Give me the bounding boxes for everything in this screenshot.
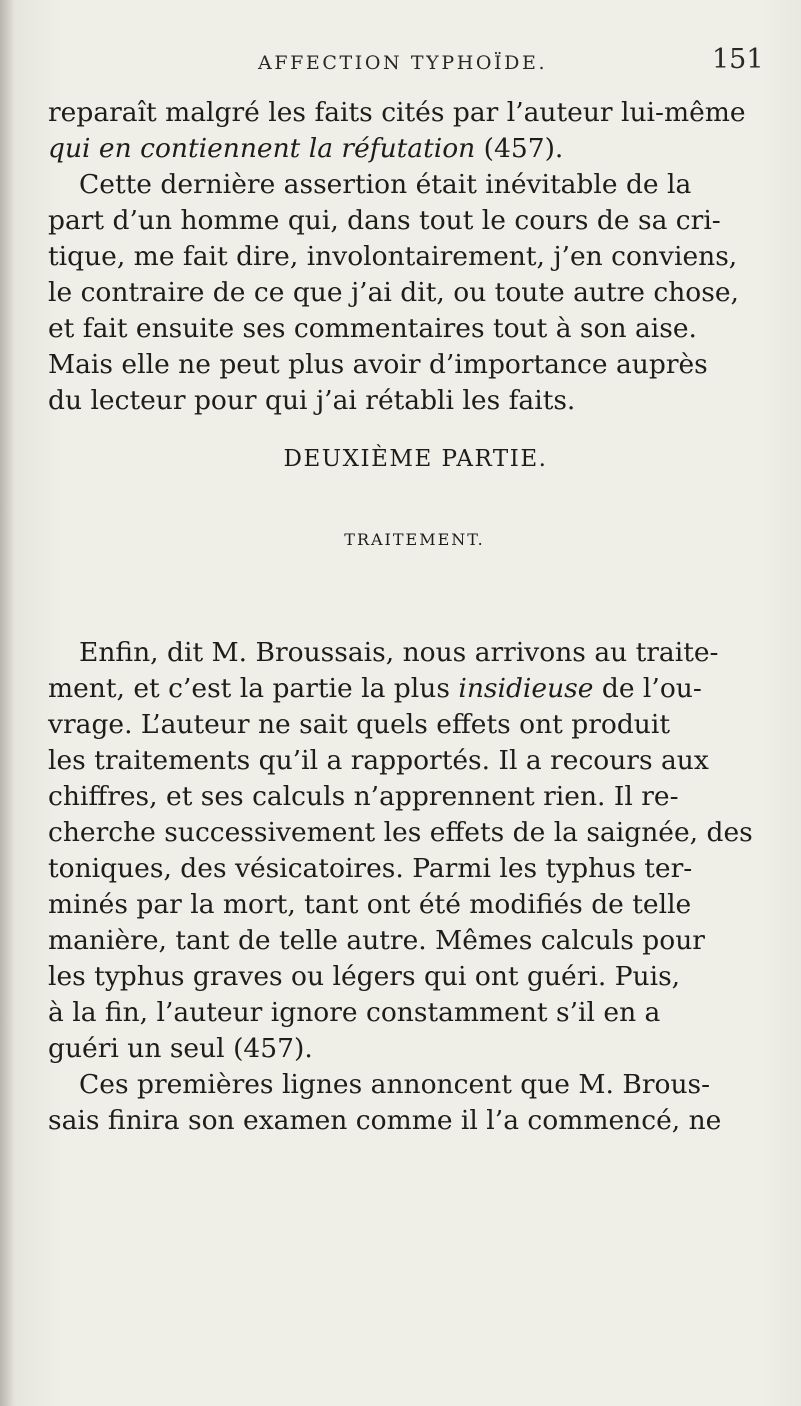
text-line: Mais elle ne peut plus avoir d’importance auprès	[48, 349, 708, 380]
text-line: cherche successivement les effets de la saignée, des	[48, 817, 753, 848]
text-line: minés par la mort, tant ont été modifiés de telle	[48, 889, 692, 920]
text-line: et fait ensuite ses commentaires tout à son aise.	[48, 313, 697, 344]
text-fragment: ment, et c’est la partie la plus	[48, 673, 459, 704]
text-line: part d’un homme qui, dans tout le cours de sa cri-	[48, 205, 721, 236]
text-line: manière, tant de telle autre. Mêmes calculs pour	[48, 925, 705, 956]
text-line: sais finira son examen comme il l’a commencé, ne	[48, 1105, 722, 1136]
section-subheading: TRAITEMENT.	[344, 530, 485, 549]
part-heading: DEUXIÈME PARTIE.	[283, 446, 548, 472]
text-line	[48, 132, 563, 166]
binding-shadow	[0, 0, 14, 1406]
text-line: les traitements qu’il a rapportés. Il a recours aux	[48, 745, 709, 776]
text-line: à la fin, l’auteur ignore constamment s’il en a	[48, 997, 661, 1028]
text-line: Ces premières lignes annoncent que M. Brous-	[79, 1069, 711, 1100]
text-line: reparaît malgré les faits cités par l’auteur lui-même	[48, 97, 746, 128]
italic-phrase: qui en contiennent la réfutation	[48, 133, 476, 164]
text-line: chiffres, et ses calculs n’apprennent rien. Il re-	[48, 781, 679, 812]
page-number: 151	[712, 44, 764, 75]
running-head: AFFECTION TYPHOÏDE.	[258, 52, 548, 74]
text-line	[48, 672, 702, 706]
text-line: guéri un seul (457).	[48, 1033, 313, 1064]
text-line: les typhus graves ou légers qui ont guéri. Puis,	[48, 961, 681, 992]
text-line: vrage. L’auteur ne sait quels effets ont produit	[48, 709, 670, 740]
text-line: Enfin, dit M. Broussais, nous arrivons au traite-	[79, 637, 719, 668]
text-line: du lecteur pour qui j’ai rétabli les faits.	[48, 385, 576, 416]
text-line: tique, me fait dire, involontairement, j’en conviens,	[48, 241, 738, 272]
citation: (457).	[475, 133, 564, 164]
text-line: toniques, des vésicatoires. Parmi les typhus ter-	[48, 853, 693, 884]
text-line: le contraire de ce que j’ai dit, ou toute autre chose,	[48, 277, 739, 308]
text-line: Cette dernière assertion était inévitable de la	[79, 169, 692, 200]
text-fragment: de l’ou-	[593, 673, 702, 704]
italic-word: insidieuse	[458, 673, 594, 704]
